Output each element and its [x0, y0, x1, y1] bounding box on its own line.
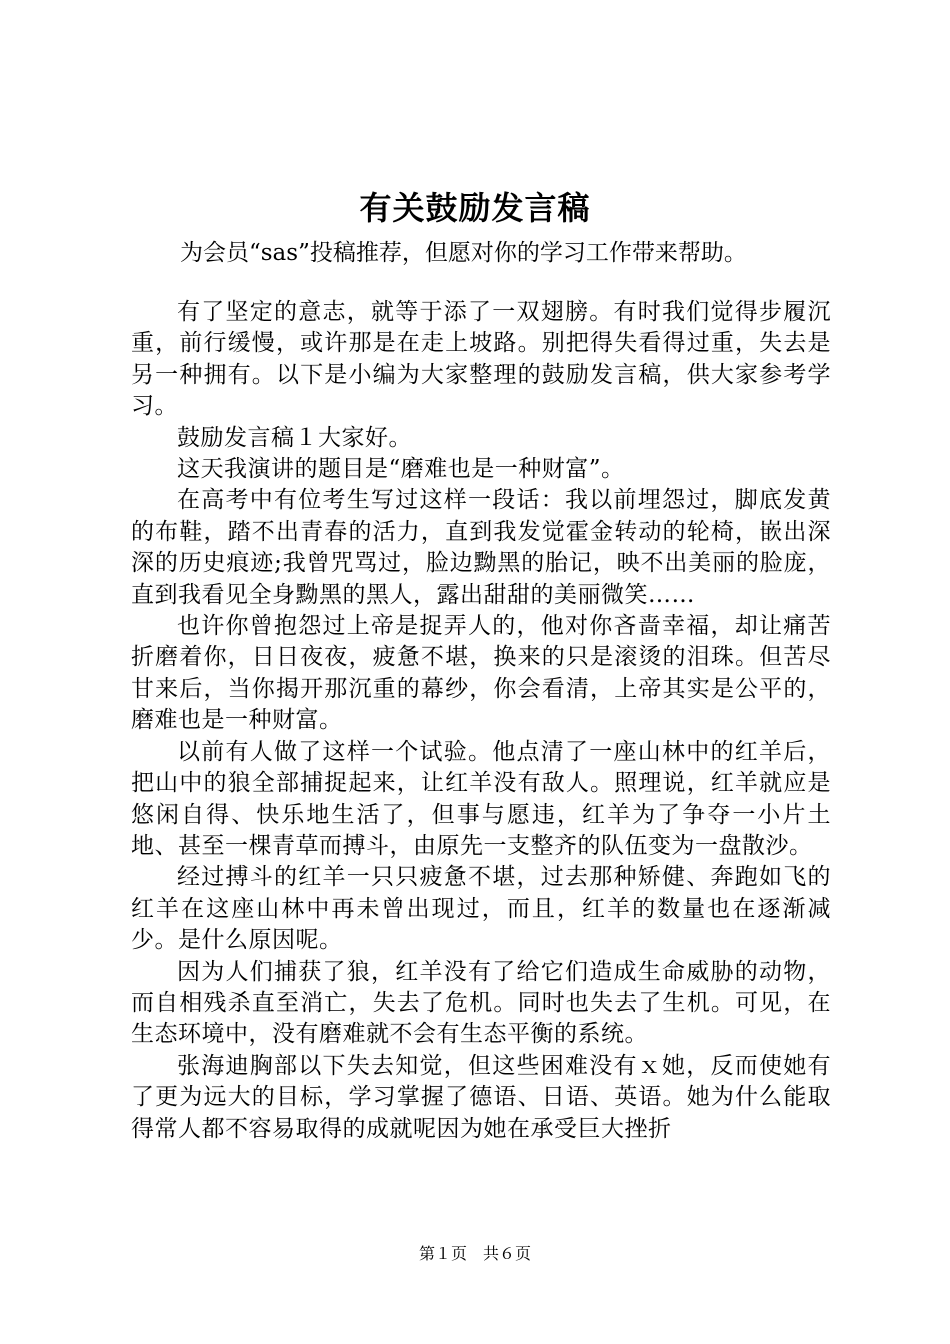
paragraph-experiment: 以前有人做了这样一个试验。他点清了一座山林中的红羊后，把山中的狼全部捕捉起来，让红羊没有敌人。照理说，红羊就应是悠闲自得、快乐地生活了，但事与愿违，红羊为了争夺一小片土地、甚至一棵青草而搏斗，由原先一支整齐的队伍变为一盘散沙。: [131, 738, 831, 859]
recommendation-note: 为会员“sas”投稿推荐，但愿对你的学习工作带来帮助。: [180, 240, 747, 266]
paragraph-red-sheep: 经过搏斗的红羊一只只疲惫不堪，过去那种矫健、奔跑如飞的红羊在这座山林中再未曾出现过，而且，红羊的数量也在逐渐减少。是什么原因呢。: [131, 864, 831, 954]
paragraph-ecology: 因为人们捕获了狼，红羊没有了给它们造成生命威胁的动物，而自相残杀直至消亡，失去了危机。同时也失去了生机。可见，在生态环境中，没有磨难就不会有生态平衡的系统。: [131, 958, 831, 1048]
paragraph-zhang-haidi: 张海迪胸部以下失去知觉，但这些困难没有ｘ她，反而使她有了更为远大的目标，学习掌握了德语、日语、英语。她为什么能取得常人都不容易取得的成就呢因为她在承受巨大挫折: [131, 1052, 831, 1142]
paragraph-greeting: 鼓励发言稿１大家好。: [177, 424, 412, 451]
paragraph-exam-quote: 在高考中有位考生写过这样一段话：我以前埋怨过，脚底发黄的布鞋，踏不出青春的活力，直到我发觉霍金转动的轮椅，嵌出深深的历史痕迹;我曾咒骂过，脸边黝黑的胎记，映不出美丽的脸庞，直到我看见全身黝黑的黑人，露出甜甜的美丽微笑……: [131, 487, 831, 608]
page-title: 有关鼓励发言稿: [359, 189, 591, 227]
paragraph-topic: 这天我演讲的题目是“磨难也是一种财富”。: [177, 456, 625, 483]
article-body: [131, 297, 831, 1145]
paragraph-fairness: 也许你曾抱怨过上帝是捉弄人的，他对你吝啬幸福，却让痛苦折磨着你，日日夜夜，疲惫不堪，换来的只是滚烫的泪珠。但苦尽甘来后，当你揭开那沉重的幕纱，你会看清，上帝其实是公平的，磨难也是一种财富。: [131, 613, 831, 734]
page-number-footer: 第１页 共６页: [418, 1244, 531, 1263]
paragraph-intro: 有了坚定的意志，就等于添了一双翅膀。有时我们觉得步履沉重，前行缓慢，或许那是在走上坡路。别把得失看得过重，失去是另一种拥有。以下是小编为大家整理的鼓励发言稿，供大家参考学习。: [131, 299, 831, 420]
